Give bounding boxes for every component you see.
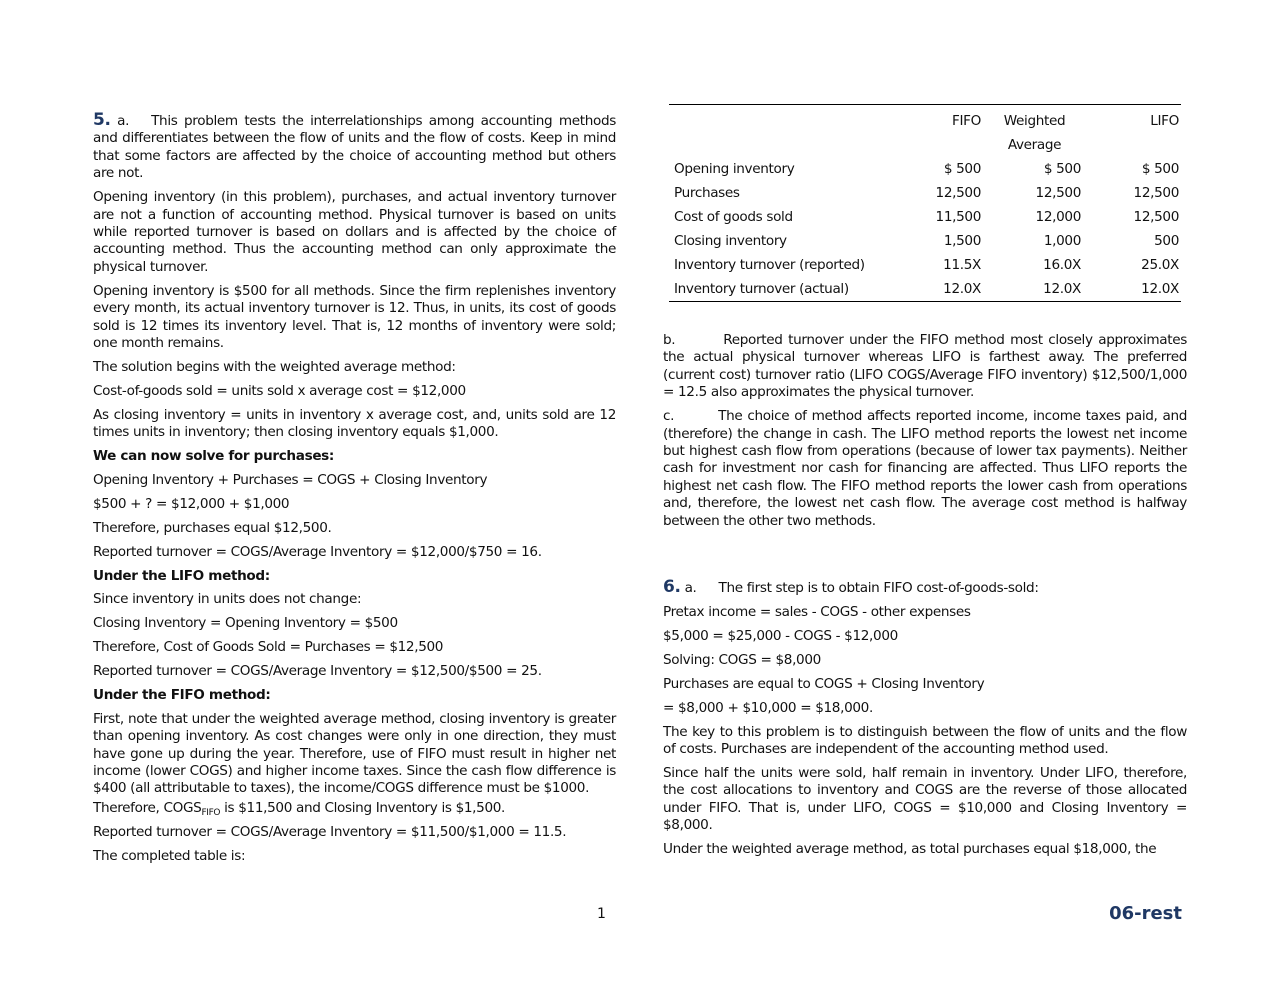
q6-paragraph-key: The key to this problem is to distinguish between the flow of units and the flow of costs. Purchases are independent of the accounting method used. bbox=[663, 723, 1187, 758]
fifo-subscript: FIFO bbox=[201, 807, 221, 818]
fifo-cogs-suffix: is $11,500 and Closing Inventory is $1,500. bbox=[220, 799, 506, 816]
row-label: Purchases bbox=[674, 185, 740, 201]
fifo-paragraph: First, note that under the weighted average method, closing inventory is greater than opening inventory. As cost changes were only in one direction, they must have gone up during the year. Therefore, use of FIFO must result in higher net income (lower COGS) and higher income taxes. Since the cash flow difference is $400 (all attributable to taxes), the income/COGS difference must be $1000. bbox=[93, 710, 616, 797]
cell-lifo: 12.0X bbox=[1083, 277, 1181, 302]
cell-fifo: $ 500 bbox=[943, 161, 981, 177]
q6-line-2: $5,000 = $25,000 - COGS - $12,000 bbox=[663, 627, 898, 644]
part-b-text: Reported turnover under the FIFO method most closely approximates the actual physical turnover whereas LIFO is farthest away. The preferred (current cost) turnover ratio (LIFO COGS/Average FIFO inventory) $12,500/1,000 = 12.5 also approximates the physical turnover. bbox=[663, 332, 1187, 401]
cell-weighted: 12,000 bbox=[1035, 209, 1081, 225]
table-row bbox=[669, 157, 1181, 181]
question-5-number: 5. bbox=[93, 110, 111, 130]
cell-lifo: 12,500 bbox=[1133, 185, 1179, 201]
fifo-turnover: Reported turnover = COGS/Average Inventory = $11,500/$1,000 = 11.5. bbox=[93, 823, 567, 840]
cell-weighted: $ 500 bbox=[1043, 161, 1081, 177]
part-c-text: The choice of method affects reported income, income taxes paid, and (therefore) the change in cash. The LIFO method reports the lowest net income but highest cash flow from operations (because of lower tax payments). Neither cash for investment nor cash for financing are affected. Thus LIFO reports the highest net cash flow. The FIFO method reports the lower cash from operations and, therefore, the lowest net cash flow. The average cost method is halfway between the other two methods. bbox=[663, 408, 1187, 529]
fifo-cogs-line bbox=[93, 800, 616, 817]
q5-intro-text: This problem tests the interrelationships among accounting methods and differentiates between the flow of units and the flow of costs. Keep in mind that some factors are affected by the choice of accounting method but others are not. bbox=[93, 113, 616, 182]
table-row bbox=[669, 181, 1181, 205]
table-header-row-2 bbox=[669, 133, 1181, 157]
lifo-line-1: Since inventory in units does not change: bbox=[93, 591, 362, 608]
inventory-comparison-table bbox=[669, 104, 1181, 302]
cell-weighted: 12.0X bbox=[983, 277, 1083, 302]
table-row bbox=[669, 253, 1181, 277]
lifo-line-4: Reported turnover = COGS/Average Inventory = $12,500/$500 = 25. bbox=[93, 663, 542, 680]
page-number: 1 bbox=[597, 906, 606, 922]
all-methods-paragraph: Opening inventory is $500 for all methods. Since the firm replenishes inventory every month, its actual inventory turnover is 12. Thus, in units, its cost of goods sold is 12 times its inventory level. That is, 12 months of inventory were sold; one month remains. bbox=[93, 282, 616, 352]
cell-lifo: 12,500 bbox=[1133, 209, 1179, 225]
cell-weighted: 1,000 bbox=[1043, 233, 1081, 249]
table-header-row bbox=[669, 105, 1181, 134]
solution-intro: The solution begins with the weighted average method: bbox=[93, 359, 456, 376]
header-average: Average bbox=[1007, 137, 1062, 153]
cell-fifo: 12,500 bbox=[935, 185, 981, 201]
q6-line-1: Pretax income = sales - COGS - other expenses bbox=[663, 603, 971, 620]
header-fifo: FIFO bbox=[952, 113, 981, 129]
part-c-label: c. bbox=[663, 408, 675, 425]
part-b-label: b. bbox=[663, 332, 676, 348]
table-row bbox=[669, 229, 1181, 253]
header-lifo: LIFO bbox=[1150, 113, 1179, 129]
q6-intro bbox=[663, 576, 1187, 597]
inventory-equation: Opening Inventory + Purchases = COGS + Closing Inventory bbox=[93, 471, 488, 488]
cell-fifo: 1,500 bbox=[943, 233, 981, 249]
row-label: Inventory turnover (reported) bbox=[674, 257, 865, 273]
purchases-heading: We can now solve for purchases: bbox=[93, 448, 335, 465]
header-weighted: Weighted bbox=[1003, 113, 1066, 129]
table-row bbox=[669, 205, 1181, 229]
row-label: Inventory turnover (actual) bbox=[669, 277, 883, 302]
cell-lifo: $ 500 bbox=[1141, 161, 1179, 177]
cell-lifo: 500 bbox=[1154, 233, 1179, 249]
right-column bbox=[663, 332, 1187, 865]
purchases-result: Therefore, purchases equal $12,500. bbox=[93, 519, 332, 536]
question-6-number: 6. bbox=[663, 576, 681, 597]
cell-fifo: 11,500 bbox=[935, 209, 981, 225]
part-b-paragraph bbox=[663, 332, 1187, 402]
cell-weighted: 12,500 bbox=[1035, 185, 1081, 201]
cell-fifo: 11.5X bbox=[943, 257, 981, 273]
q5-intro bbox=[93, 112, 616, 183]
row-label: Cost of goods sold bbox=[674, 209, 793, 225]
q6-line-3: Solving: COGS = $8,000 bbox=[663, 651, 821, 668]
q6-paragraph-weighted: Under the weighted average method, as total purchases equal $18,000, the bbox=[663, 841, 1157, 858]
lifo-heading: Under the LIFO method: bbox=[93, 567, 270, 584]
spacer bbox=[663, 537, 1187, 579]
cell-weighted: 16.0X bbox=[1043, 257, 1081, 273]
q6-part-a-label: a. bbox=[684, 579, 697, 596]
lifo-line-3: Therefore, Cost of Goods Sold = Purchases = $12,500 bbox=[93, 639, 444, 656]
cell-lifo: 25.0X bbox=[1141, 257, 1179, 273]
row-label: Opening inventory bbox=[674, 161, 795, 177]
row-label: Closing inventory bbox=[674, 233, 787, 249]
cogs-equation: Cost-of-goods sold = units sold x average cost = $12,000 bbox=[93, 383, 466, 400]
cell-fifo: 12.0X bbox=[883, 277, 983, 302]
part-c-paragraph bbox=[663, 408, 1187, 530]
q6-part-a-text: The first step is to obtain FIFO cost-of-goods-sold: bbox=[718, 579, 1039, 596]
footer-label: 06-rest bbox=[1109, 903, 1182, 924]
part-a-label: a. bbox=[117, 113, 130, 129]
left-column bbox=[93, 112, 616, 872]
header-blank bbox=[669, 105, 883, 134]
closing-inventory-paragraph: As closing inventory = units in inventory x average cost, and, units sold are 12 times units in inventory; then closing inventory equals $1,000. bbox=[93, 407, 616, 441]
inventory-equation-values: $500 + ? = $12,000 + $1,000 bbox=[93, 495, 290, 512]
fifo-cogs-prefix: Therefore, COGS bbox=[93, 799, 202, 816]
table-intro: The completed table is: bbox=[93, 847, 246, 864]
table-row bbox=[669, 277, 1181, 302]
q6-line-4: Purchases are equal to COGS + Closing Inventory bbox=[663, 675, 985, 692]
opening-paragraph: Opening inventory (in this problem), purchases, and actual inventory turnover are not a function of accounting method. Physical turnover is based on units while reported turnover is based on dollars and is affected by the choice of accounting method. Thus the accounting method can only approximate the physical turnover. bbox=[93, 189, 616, 275]
q6-paragraph-lifo: Since half the units were sold, half remain in inventory. Under LIFO, therefore, the cost allocations to inventory and COGS are the reverse of those allocated under FIFO. That is, under LIFO, COGS = $10,000 and Closing Inventory = $8,000. bbox=[663, 765, 1187, 834]
q6-line-5: = $8,000 + $10,000 = $18,000. bbox=[663, 699, 873, 716]
weighted-turnover: Reported turnover = COGS/Average Inventory = $12,000/$750 = 16. bbox=[93, 543, 542, 560]
lifo-line-2: Closing Inventory = Opening Inventory = $500 bbox=[93, 615, 398, 632]
fifo-heading: Under the FIFO method: bbox=[93, 687, 271, 704]
